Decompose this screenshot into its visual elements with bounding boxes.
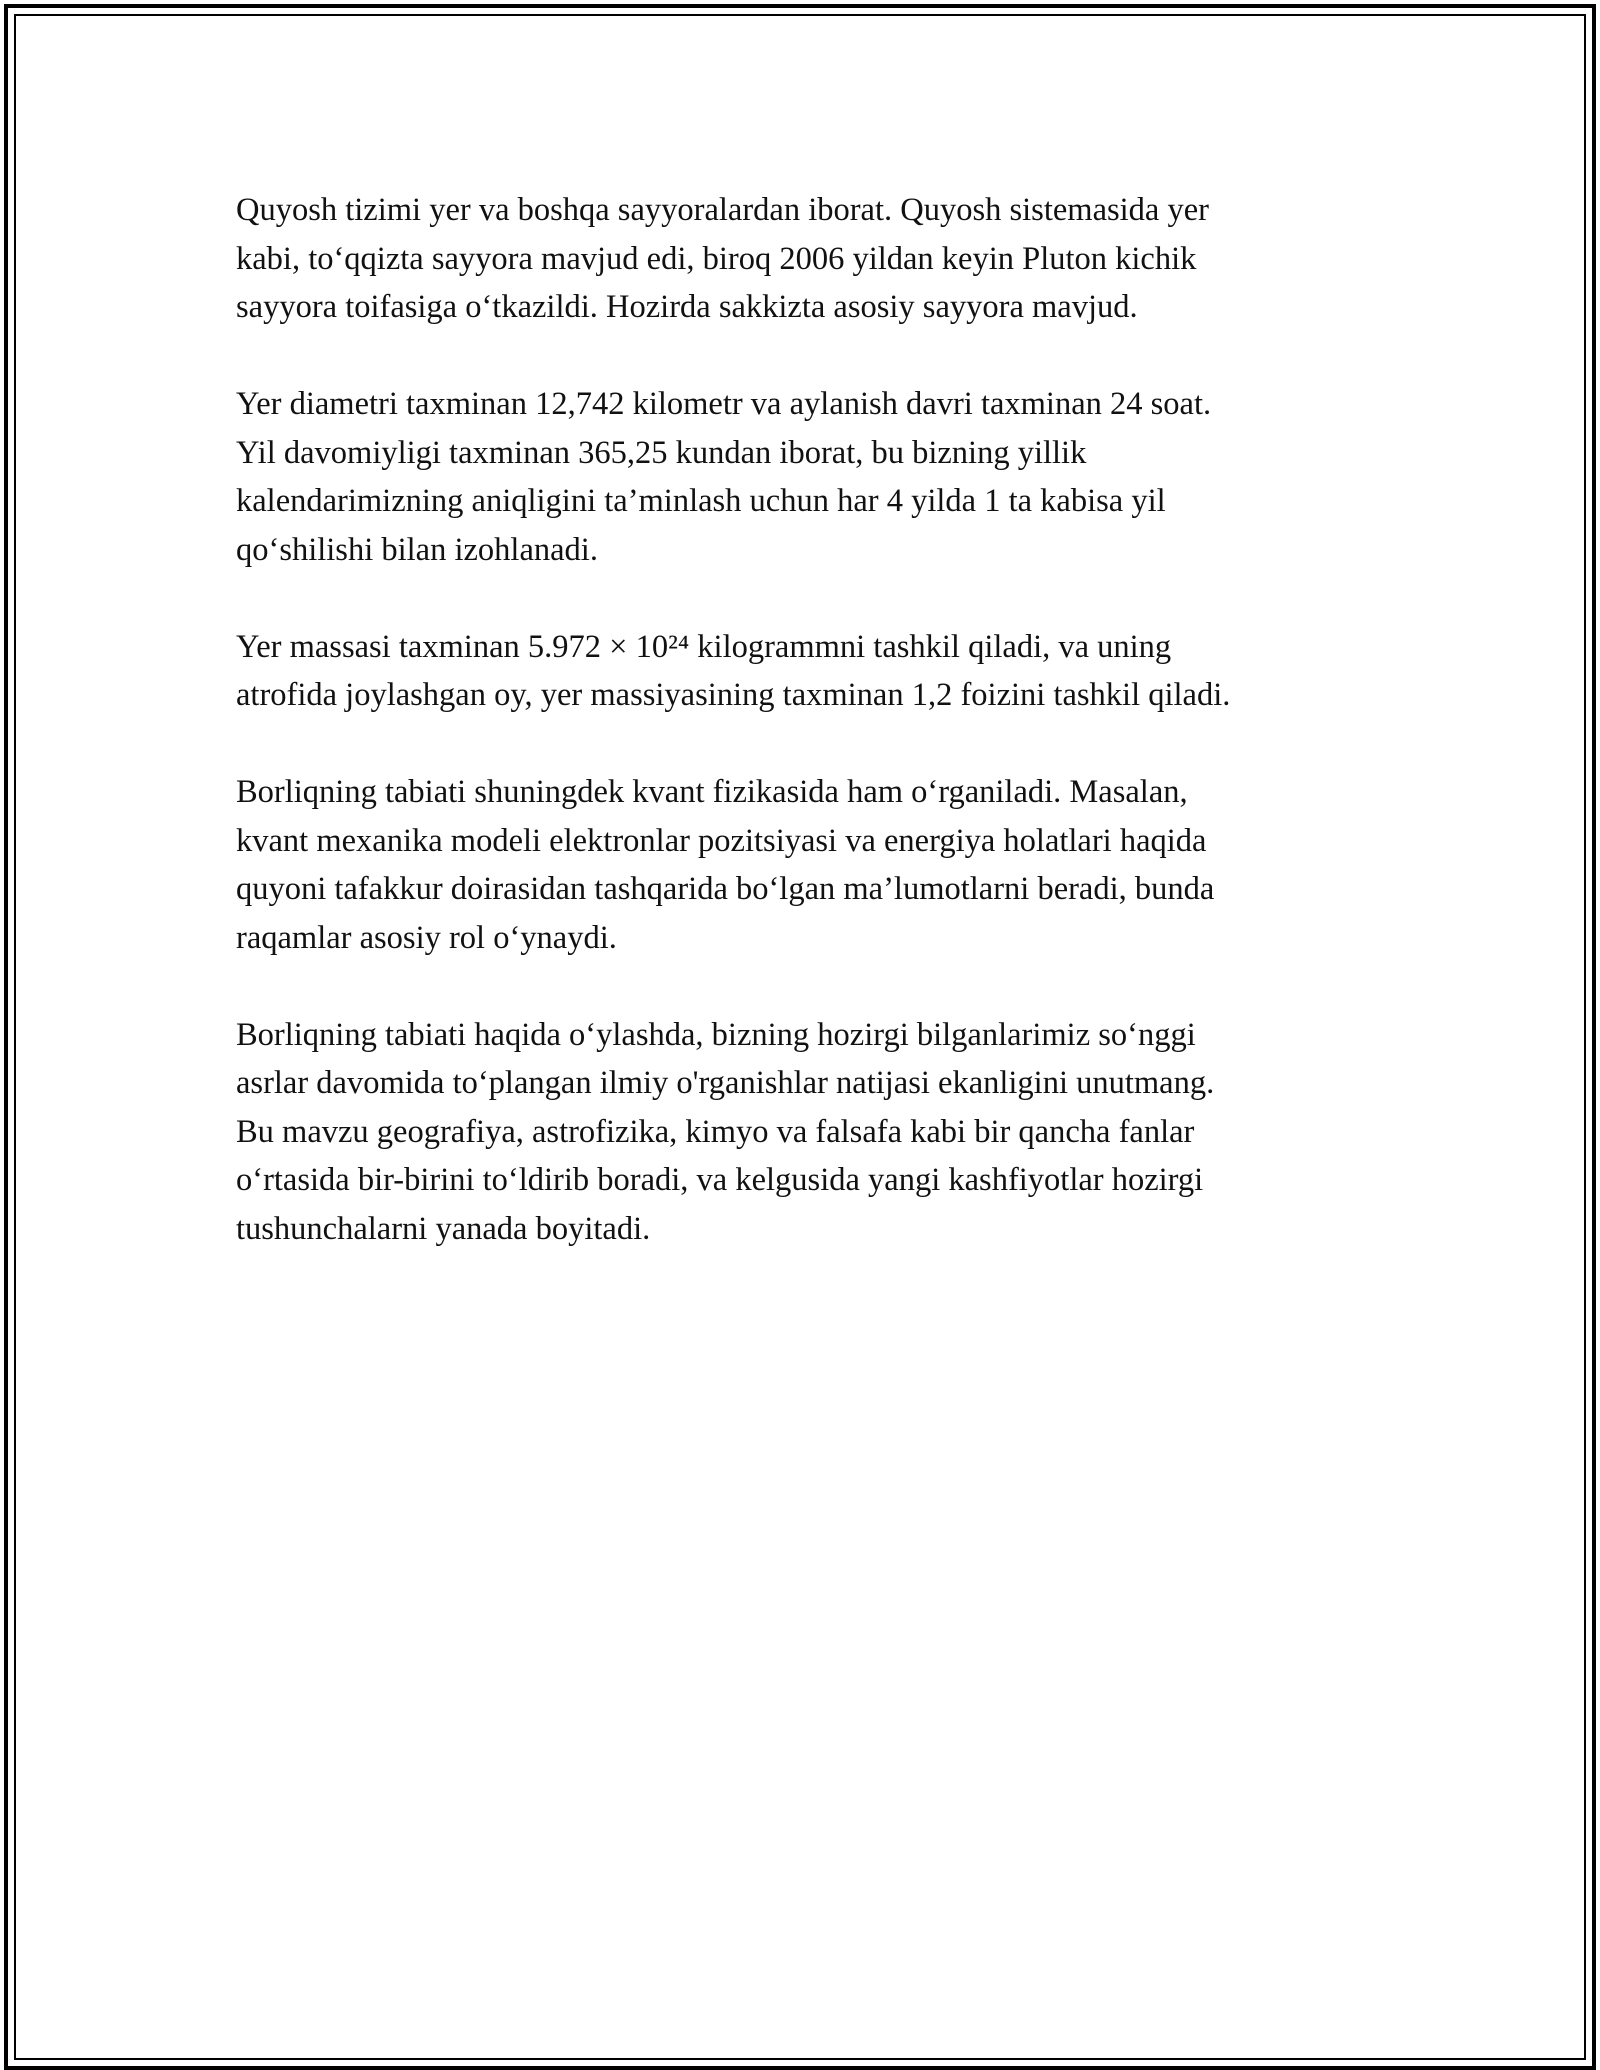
paragraph-solar-system: Quyosh tizimi yer va boshqa sayyoralardan iborat. Quyosh sistemasida yer kabi, to‘qqizta sayyora mavjud edi, biroq 2006 yildan keyin Pluton kichik sayyora toifasiga o‘tkazildi. Hozirda sakkizta asosiy sayyora mavjud.	[236, 192, 1209, 325]
document-body	[236, 186, 1386, 1302]
paragraph-conclusion: Borliqning tabiati haqida o‘ylashda, bizning hozirgi bilganlarimiz so‘nggi asrlar davomida to‘plangan ilmiy o'rganishlar natijasi ekanligini unutmang. Bu mavzu geografiya, astrofizika, kimyo va falsafa kabi bir qancha fanlar o‘rtasida bir-birini to‘ldirib boradi, va kelgusida yangi kashfiyotlar hozirgi tushunchalarni yanada boyitadi.	[236, 1016, 1215, 1247]
paragraph-earth-mass: Yer massasi taxminan 5.972 × 10²⁴ kilogrammni tashkil qiladi, va uning atrofida joylashgan oy, yer massiyasining taxminan 1,2 foizini tashkil qiladi.	[236, 628, 1231, 713]
paragraph-earth-diameter: Yer diametri taxminan 12,742 kilometr va aylanish davri taxminan 24 soat. Yil davomiyligi taxminan 365,25 kundan iborat, bu bizning yillik kalendarimizning aniqligini ta’minlash uchun har 4 yilda 1 ta kabisa yil qo‘shilishi bilan izohlanadi.	[236, 386, 1212, 568]
paragraph-quantum-physics: Borliqning tabiati shuningdek kvant fizikasida ham o‘rganiladi. Masalan, kvant mexanika modeli elektronlar pozitsiyasi va energiya holatlari haqida quyoni tafakkur doirasidan tashqarida bo‘lgan ma’lumotlarni beradi, bunda raqamlar asosiy rol o‘ynaydi.	[236, 774, 1215, 956]
